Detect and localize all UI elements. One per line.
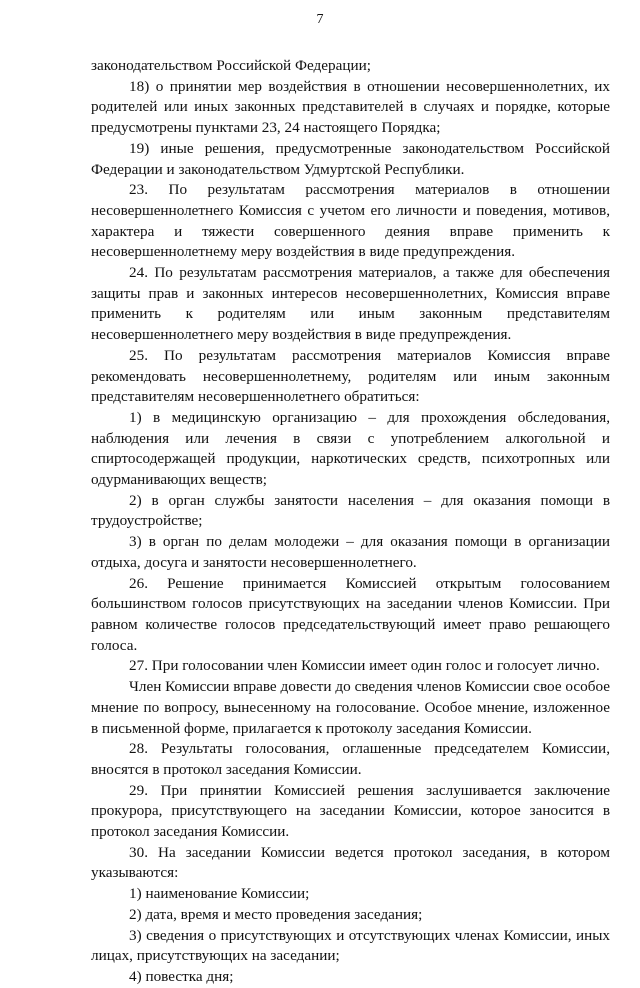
paragraph: 4) повестка дня; (129, 967, 234, 985)
paragraph: 3) сведения о присутствующих и отсутствующих членах Комиссии, иных лицах, присутствующих на заседании; (91, 926, 610, 965)
paragraph: 27. При голосовании член Комиссии имеет один голос и голосует лично. (129, 657, 600, 675)
paragraph: 24. По результатам рассмотрения материалов, а также для обеспечения защиты прав и законных интересов несовершеннолетних, Комиссия вправе применить к родителям или иным законным представителям несовершеннолетнего меру воздействия в виде предупреждения. (91, 264, 610, 344)
paragraph: 30. На заседании Комиссии ведется протокол заседания, в котором указываются: (91, 843, 610, 882)
paragraph: 26. Решение принимается Комиссией открытым голосованием большинством голосов присутствующих на заседании членов Комиссии. При равном количестве голосов председательствующий имеет право решающего голоса. (91, 574, 610, 654)
paragraph: 19) иные решения, предусмотренные законодательством Российской Федерации и законодательством Удмуртской Республики. (91, 139, 610, 178)
paragraph: 18) о принятии мер воздействия в отношении несовершеннолетних, их родителей или иных законных представителей в случаях и порядке, которые предусмотрены пунктами 23, 24 настоящего Порядка; (91, 77, 610, 137)
paragraph: 1) в медицинскую организацию – для прохождения обследования, наблюдения или лечения в связи с употреблением алкогольной и спиртосодержащей продукции, наркотических средств, психотропных или одурманивающих веществ; (91, 408, 610, 489)
page-number: 7 (316, 12, 324, 27)
paragraph: Член Комиссии вправе довести до сведения членов Комиссии свое особое мнение по вопросу, вынесенному на голосование. Особое мнение, изложенное в письменной форме, прилагается к протоколу заседания Комиссии. (91, 678, 610, 737)
paragraph: 28. Результаты голосования, оглашенные председателем Комиссии, вносятся в протокол заседания Комиссии. (91, 740, 610, 778)
paragraph: 23. По результатам рассмотрения материалов в отношении несовершеннолетнего Комиссия с учетом его личности и поведения, мотивов, характера и тяжести совершенного деяния вправе применить к несовершеннолетнему меру воздействия в виде предупреждения. (91, 181, 610, 261)
paragraph: 25. По результатам рассмотрения материалов Комиссия вправе рекомендовать несовершеннолетнему, родителям или иным законным представителям несовершеннолетнего обратиться: (91, 346, 610, 406)
paragraph: законодательством Российской Федерации; (91, 57, 371, 74)
document-body (91, 56, 610, 988)
paragraph: 2) в орган службы занятости населения – для оказания помощи в трудоустройстве; (91, 491, 610, 530)
paragraph: 29. При принятии Комиссией решения заслушивается заключение прокурора, присутствующего на заседании Комиссии, которое заносится в протокол заседания Комиссии. (91, 781, 610, 841)
paragraph: 2) дата, время и место проведения заседания; (129, 905, 423, 923)
paragraph: 1) наименование Комиссии; (129, 885, 310, 903)
paragraph: 3) в орган по делам молодежи – для оказания помощи в организации отдыха, досуга и занятости несовершеннолетнего. (91, 533, 610, 571)
